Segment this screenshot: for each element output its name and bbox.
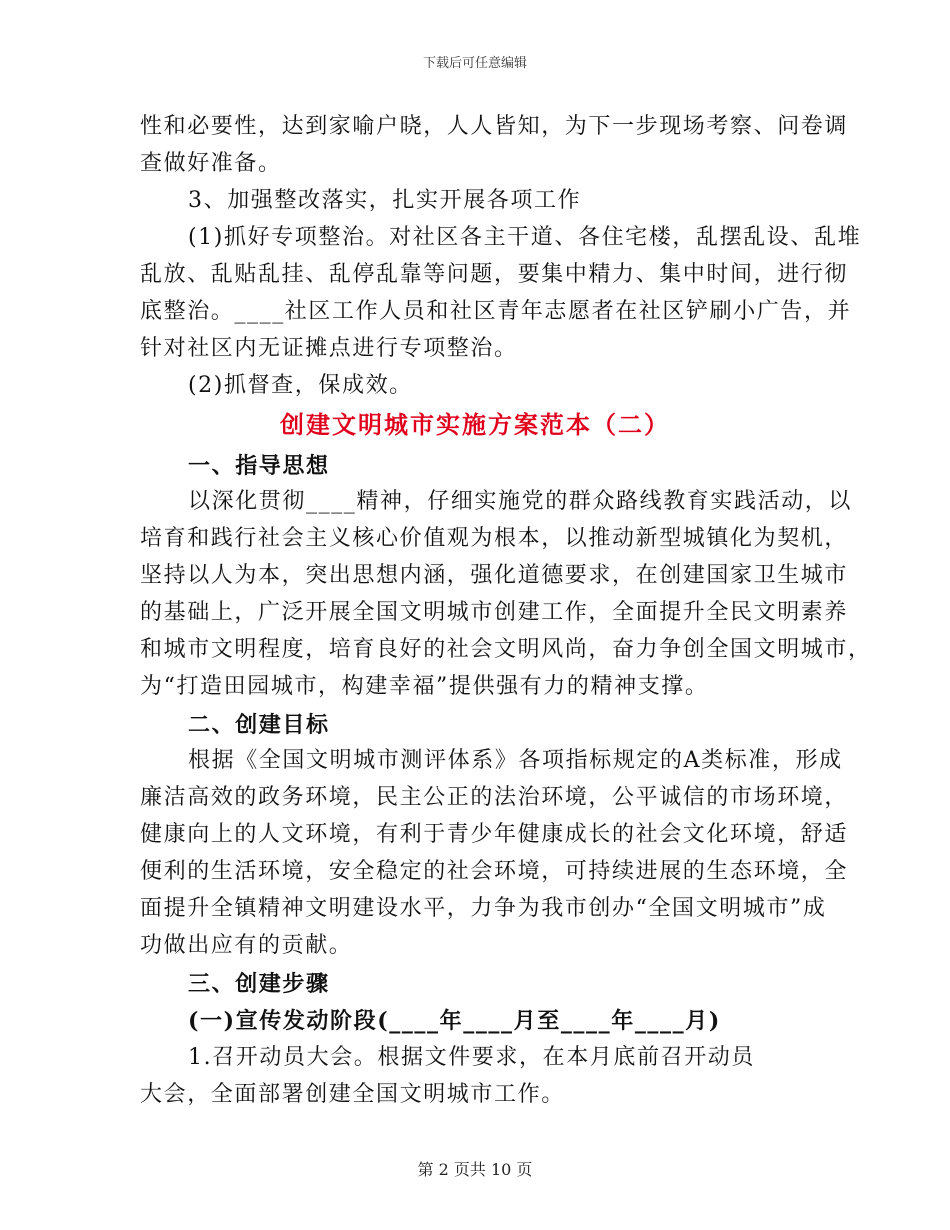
body-line: 1.召开动员大会。根据文件要求，在本月底前召开动员 [188, 1045, 755, 1070]
body-line: (1)抓好专项整治。对社区各主干道、各住宅楼，乱摆乱设、乱堆 [188, 225, 862, 250]
section-heading-steps: 三、创建步骤 [188, 971, 330, 997]
body-line: 便利的生活环境，安全稳定的社会环境，可持续进展的生态环境，全 [140, 859, 849, 884]
page-header-note: 下载后可任意编辑 [422, 56, 527, 71]
body-line: 性和必要性，达到家喻户晓，人人皆知，为下一步现场考察、问卷调 [140, 114, 849, 139]
document-title: 创建文明城市实施方案范本（二） [280, 410, 670, 439]
body-line: 的基础上，广泛开展全国文明城市创建工作，全面提升全民文明素养 [140, 600, 849, 625]
page-number-footer: 第 2 页共 10 页 [417, 1160, 533, 1179]
section-heading-guiding-ideology: 一、指导思想 [188, 453, 330, 479]
section-heading-goals: 二、创建目标 [188, 712, 330, 738]
section-item-heading: 3、加强整改落实，扎实开展各项工作 [188, 188, 582, 213]
body-line: 乱放、乱贴乱挂、乱停乱靠等问题，要集中精力、集中时间，进行彻 [140, 262, 849, 287]
body-line: 面提升全镇精神文明建设水平，力争为我市创办“全国文明城市”成 [140, 896, 827, 921]
body-line: 根据《全国文明城市测评体系》各项指标规定的A类标准，形成 [188, 748, 843, 773]
body-line: 以深化贯彻____精神，仔细实施党的群众路线教育实践活动，以 [188, 489, 853, 514]
body-line: 为“打造田园城市，构建幸福”提供强有力的精神支撑。 [140, 674, 709, 699]
body-line: 大会，全面部署创建全国文明城市工作。 [140, 1082, 565, 1107]
body-line: 功做出应有的贡献。 [140, 933, 353, 958]
body-line: (2)抓督查，保成效。 [188, 373, 413, 398]
body-line: 和城市文明程度，培育良好的社会文明风尚，奋力争创全国文明城市， [140, 637, 872, 662]
body-line: 廉洁高效的政务环境，民主公正的法治环境，公平诚信的市场环境， [140, 785, 849, 810]
body-line: 健康向上的人文环境，有利于青少年健康成长的社会文化环境，舒适 [140, 822, 849, 847]
body-line: 查做好准备。 [140, 151, 282, 176]
body-line: 坚持以人为本，突出思想内涵，强化道德要求，在创建国家卫生城市 [140, 563, 849, 588]
body-line: 底整治。____社区工作人员和社区青年志愿者在社区铲刷小广告，并 [140, 299, 852, 324]
body-line: 培育和践行社会主义核心价值观为根本，以推动新型城镇化为契机， [140, 526, 849, 551]
body-line: 针对社区内无证摊点进行专项整治。 [140, 336, 518, 361]
subsection-heading-mobilization: (一)宣传发动阶段(____年____月至____年____月) [188, 1008, 721, 1034]
